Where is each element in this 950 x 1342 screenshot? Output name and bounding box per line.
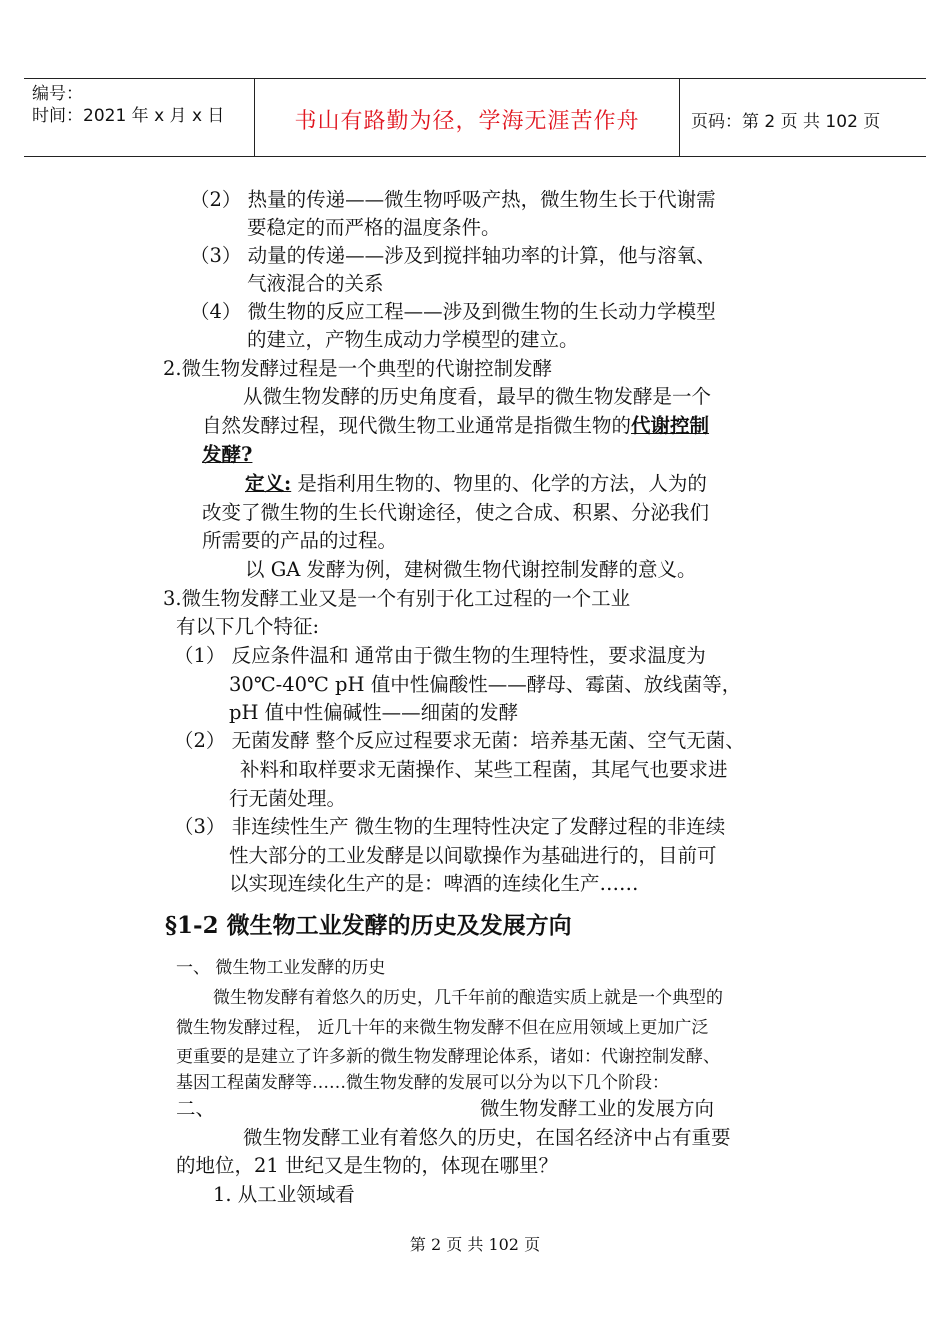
section-item-2: 2.微生物发酵过程是一个典型的代谢控制发酵 — [163, 357, 553, 380]
body-line: （1） 反应条件温和 通常由于微生物的生理特性，要求温度为 — [174, 644, 706, 667]
body-line: 要稳定的而严格的温度条件。 — [247, 216, 501, 239]
definition-label: 定义: — [245, 472, 292, 495]
body-line — [202, 413, 709, 439]
body-line: 微生物发酵过程， 近几十年的来微生物发酵不但在应用领域上更加广泛 — [176, 1018, 709, 1038]
section-heading: §1-2 微生物工业发酵的历史及发展方向 — [165, 912, 572, 939]
emphasis-term: 代谢控制 — [631, 414, 710, 437]
page-header — [24, 78, 926, 157]
body-line: 更重要的是建立了许多新的微生物发酵理论体系，诸如：代谢控制发酵、 — [176, 1047, 720, 1067]
body-line: 以实现连续化生产的是：啤酒的连续化生产…… — [229, 872, 639, 895]
body-line: 行无菌处理。 — [229, 787, 347, 810]
body-text: 自然发酵过程，现代微生物工业通常是指微生物的 — [202, 414, 632, 437]
doc-number-label: 编号： — [32, 84, 83, 104]
body-line: （3） 非连续性生产 微生物的生理特性决定了发酵过程的非连续 — [174, 815, 726, 838]
body-line: （4） 微生物的反应工程——涉及到微生物的生长动力学模型 — [190, 300, 716, 323]
body-line: 1. 从工业领域看 — [213, 1183, 355, 1206]
header-motto: 书山有路勤为径，学海无涯苦作舟 — [294, 109, 640, 134]
body-line: 的地位，21 世纪又是生物的，体现在哪里？ — [176, 1154, 559, 1177]
body-line: 30℃-40℃ pH 值中性偏酸性——酵母、霉菌、放线菌等， — [229, 673, 742, 696]
body-text: 是指利用生物的、物里的、化学的方法，人为的 — [291, 472, 707, 495]
header-meta — [32, 83, 224, 127]
body-line: 气液混合的关系 — [247, 272, 384, 295]
section-item-3: 3.微生物发酵工业又是一个有别于化工过程的一个工业 — [163, 587, 631, 610]
body-line: 所需要的产品的过程。 — [202, 529, 398, 552]
subsection-number: 二、 — [176, 1097, 216, 1120]
page-footer: 第 2 页 共 102 页 — [409, 1235, 541, 1254]
body-line: 改变了微生物的生长代谢途径，使之合成、积累、分泌我们 — [202, 501, 710, 524]
subsection-title: 微生物发酵工业的发展方向 — [480, 1097, 715, 1120]
subsection-title: 一、 微生物工业发酵的历史 — [176, 958, 386, 978]
body-line: （3） 动量的传递——涉及到搅拌轴功率的计算，他与溶氧、 — [190, 244, 716, 267]
emphasis-term: 发酵? — [202, 443, 253, 466]
body-line: 微生物发酵工业有着悠久的历史，在国名经济中占有重要 — [243, 1126, 731, 1149]
body-line: 有以下几个特征: — [176, 615, 320, 638]
body-line: 性大部分的工业发酵是以间歇操作为基础进行的，目前可 — [229, 844, 717, 867]
body-line: 从微生物发酵的历史角度看，最早的微生物发酵是一个 — [243, 385, 712, 408]
body-line: 基因工程菌发酵等……微生物发酵的发展可以分为以下几个阶段： — [176, 1073, 669, 1093]
definition-line — [245, 471, 707, 497]
header-page-info: 页码：第 2 页 共 102 页 — [691, 112, 881, 132]
body-line: 微生物发酵有着悠久的历史，几千年前的酿造实质上就是一个典型的 — [213, 988, 723, 1008]
body-line: 的建立，产物生成动力学模型的建立。 — [247, 328, 579, 351]
body-line: （2） 热量的传递——微生物呼吸产热，微生物生长于代谢需 — [190, 188, 716, 211]
body-line: 补料和取样要求无菌操作、某些工程菌，其尾气也要求进 — [240, 758, 728, 781]
header-divider — [679, 79, 680, 156]
doc-time-label: 时间：2021 年 x 月 x 日 — [32, 106, 225, 126]
body-line: 以 GA 发酵为例，建树微生物代谢控制发酵的意义。 — [245, 558, 697, 581]
body-line: pH 值中性偏碱性——细菌的发酵 — [229, 701, 519, 724]
body-line: （2） 无菌发酵 整个反应过程要求无菌：培养基无菌、空气无菌、 — [174, 729, 745, 752]
